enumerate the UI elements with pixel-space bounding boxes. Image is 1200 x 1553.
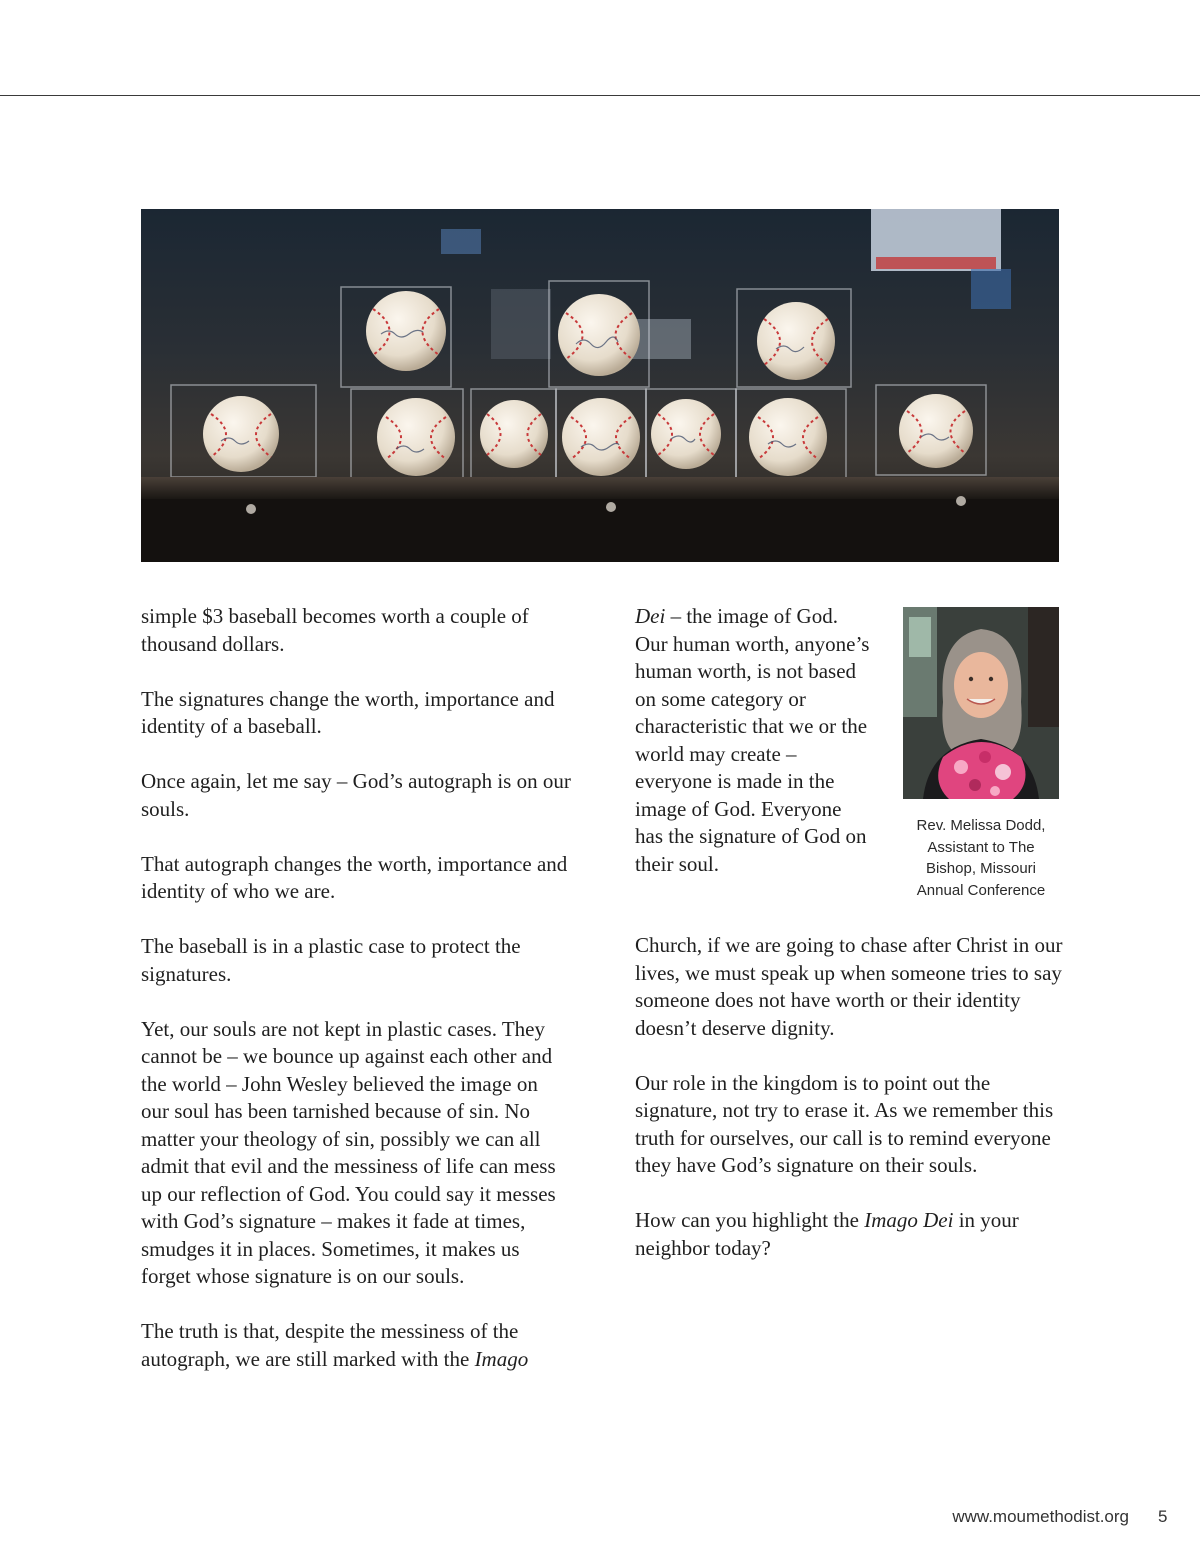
portrait-caption [903, 815, 1059, 901]
baseball-display-photo [141, 209, 1059, 562]
top-rule [0, 95, 1200, 96]
italic-text: Dei [635, 604, 666, 628]
paragraph: simple $3 baseball becomes worth a couple of thousand dollars. [141, 604, 529, 656]
paragraph [635, 603, 870, 878]
right-column-top [635, 603, 870, 906]
paragraph [141, 1318, 571, 1373]
baseballs [203, 291, 973, 476]
portrait-photo [903, 607, 1059, 799]
caption-line: Bishop, Missouri [925, 860, 1037, 877]
italic-text: Imago Dei [864, 1208, 954, 1232]
caption-line: Annual Conference [916, 881, 1046, 899]
page-number: 5 [1158, 1507, 1168, 1526]
footer-url: www.moumethodist.org [952, 1507, 1129, 1526]
paragraph-text: – the image of God. Our human worth, anyone’s human worth, is not based on some category or characteristic that we or the world may create – everyone is made in the image of God. Everyone has the signature of God on their soul. [635, 604, 870, 876]
paragraph-text: How can you highlight the [635, 1208, 865, 1232]
caption-line: Rev. Melissa Dodd, [916, 817, 1046, 834]
portrait-illustration [903, 607, 1059, 799]
paragraph: The signatures change the worth, importance and identity of a baseball. [141, 686, 555, 738]
paragraph: The baseball is in a plastic case to protect the signatures. [141, 934, 521, 986]
paragraph: Once again, let me say – God’s autograph is on our souls. [141, 769, 571, 821]
paragraph [635, 1207, 1065, 1262]
paragraph-text: in your neighbor today? [635, 1208, 1019, 1260]
paragraph: Yet, our souls are not kept in plastic cases. They cannot be – we bounce up against each other and the world – John Wesley believed the image on our soul has been tarnished because of sin. No matter your theology of sin, possibly we can all admit that evil and the messiness of life can mess up our reflection of God. You could say it messes with God’s signature – makes it fade at times, smudges it in places. Sometimes, it makes us forget whose signature is on our souls. [141, 1016, 556, 1288]
italic-text: Imago [474, 1346, 529, 1371]
paragraph-text: The truth is that, despite the messiness of the autograph, we are still marked with the [141, 1319, 519, 1371]
caption-line: Assistant to The [927, 838, 1035, 856]
paragraph: Church, if we are going to chase after Christ in our lives, we must speak up when someone tries to say someone does not have worth or their identity doesn’t deserve dignity. [635, 933, 1063, 1040]
left-column [141, 603, 571, 1401]
right-column [635, 932, 1065, 1290]
paragraph: That autograph changes the worth, importance and identity of who we are. [141, 851, 568, 903]
baseball-display-illustration [141, 209, 1059, 562]
paragraph: Our role in the kingdom is to point out the signature, not try to erase it. As we remember this truth for ourselves, our call is to remind everyone they have God’s signature on their souls. [635, 1070, 1054, 1177]
